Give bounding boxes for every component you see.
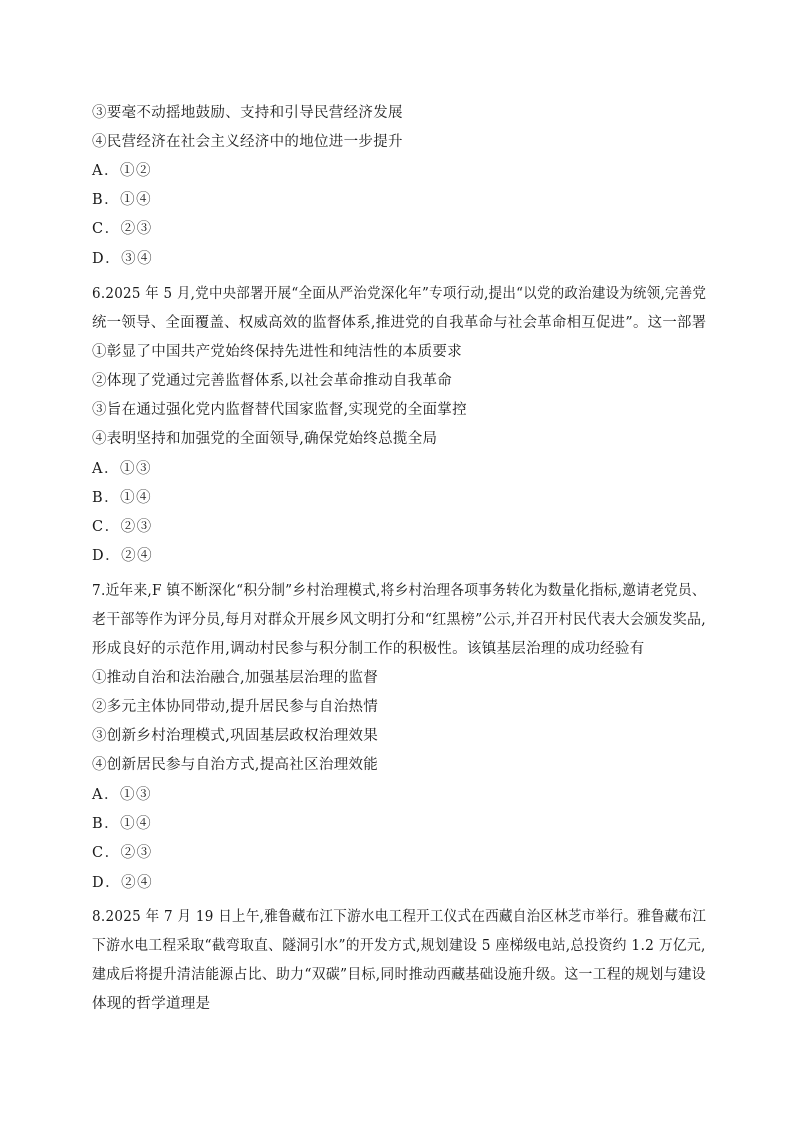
q7-statement-3: ③创新乡村治理模式,巩固基层政权治理效果	[92, 728, 379, 744]
q5-option-b: B．①④	[92, 192, 153, 208]
q8-stem-line-4: 体现的哲学道理是	[92, 996, 211, 1012]
q6-stem-line-2: 统一领导、全面覆盖、权威高效的监督体系,推进党的自我革命与社会革命相互促进”。这一部署	[92, 315, 707, 331]
q6-option-d: D．②④	[92, 548, 154, 564]
q6-stem-line-1: 6.2025 年 5 月,党中央部署开展“全面从严治党深化年”专项行动,提出“以党的政治建设为统领,完善党	[92, 286, 707, 302]
q5-statement-4: ④民营经济在社会主义经济中的地位进一步提升	[92, 134, 403, 150]
q5-option-d: D．③④	[92, 251, 154, 267]
q7-option-c: C．②③	[92, 845, 153, 861]
q7-statement-2: ②多元主体协同带动,提升居民参与自治热情	[92, 699, 379, 715]
q6-option-c: C．②③	[92, 519, 153, 535]
q5-statement-3: ③要毫不动摇地鼓励、支持和引导民营经济发展	[92, 105, 403, 121]
q5-option-a: A．①②	[92, 163, 152, 179]
q7-statement-4: ④创新居民参与自治方式,提高社区治理效能	[92, 757, 379, 773]
q6-option-b: B．①④	[92, 490, 153, 506]
q8-stem-line-3: 建成后将提升清洁能源占比、助力“双碳”目标,同时推动西藏基础设施升级。这一工程的规划与建设	[92, 967, 706, 983]
q6-statement-4: ④表明坚持和加强党的全面领导,确保党始终总揽全局	[92, 431, 438, 447]
q7-option-b: B．①④	[92, 816, 153, 832]
q7-stem-line-1: 7.近年来,F 镇不断深化“积分制”乡村治理模式,将乡村治理各项事务转化为数量化指标,邀请老党员、	[92, 583, 706, 599]
q8-stem-line-1: 8.2025 年 7 月 19 日上午,雅鲁藏布江下游水电工程开工仪式在西藏自治区林芝市举行。雅鲁藏布江	[92, 909, 707, 925]
q6-option-a: A．①③	[92, 461, 152, 477]
q7-stem-line-2: 老干部等作为评分员,每月对群众开展乡风文明打分和“红黑榜”公示,并召开村民代表大会颁发奖品,	[92, 612, 706, 628]
q5-option-c: C．②③	[92, 221, 153, 237]
q6-statement-2: ②体现了党通过完善监督体系,以社会革命推动自我革命	[92, 373, 453, 389]
q7-option-a: A．①③	[92, 787, 152, 803]
q7-option-d: D．②④	[92, 875, 154, 891]
q8-stem-line-2: 下游水电工程采取“截弯取直、隧洞引水”的开发方式,规划建设 5 座梯级电站,总投资约 1.2 万亿元,	[92, 938, 706, 954]
q7-statement-1: ①推动自治和法治融合,加强基层治理的监督	[92, 670, 379, 686]
q7-stem-line-3: 形成良好的示范作用,调动村民参与积分制工作的积极性。该镇基层治理的成功经验有	[92, 641, 645, 657]
q6-statement-3: ③旨在通过强化党内监督替代国家监督,实现党的全面掌控	[92, 402, 467, 418]
q6-statement-1: ①彰显了中国共产党始终保持先进性和纯洁性的本质要求	[92, 344, 462, 360]
